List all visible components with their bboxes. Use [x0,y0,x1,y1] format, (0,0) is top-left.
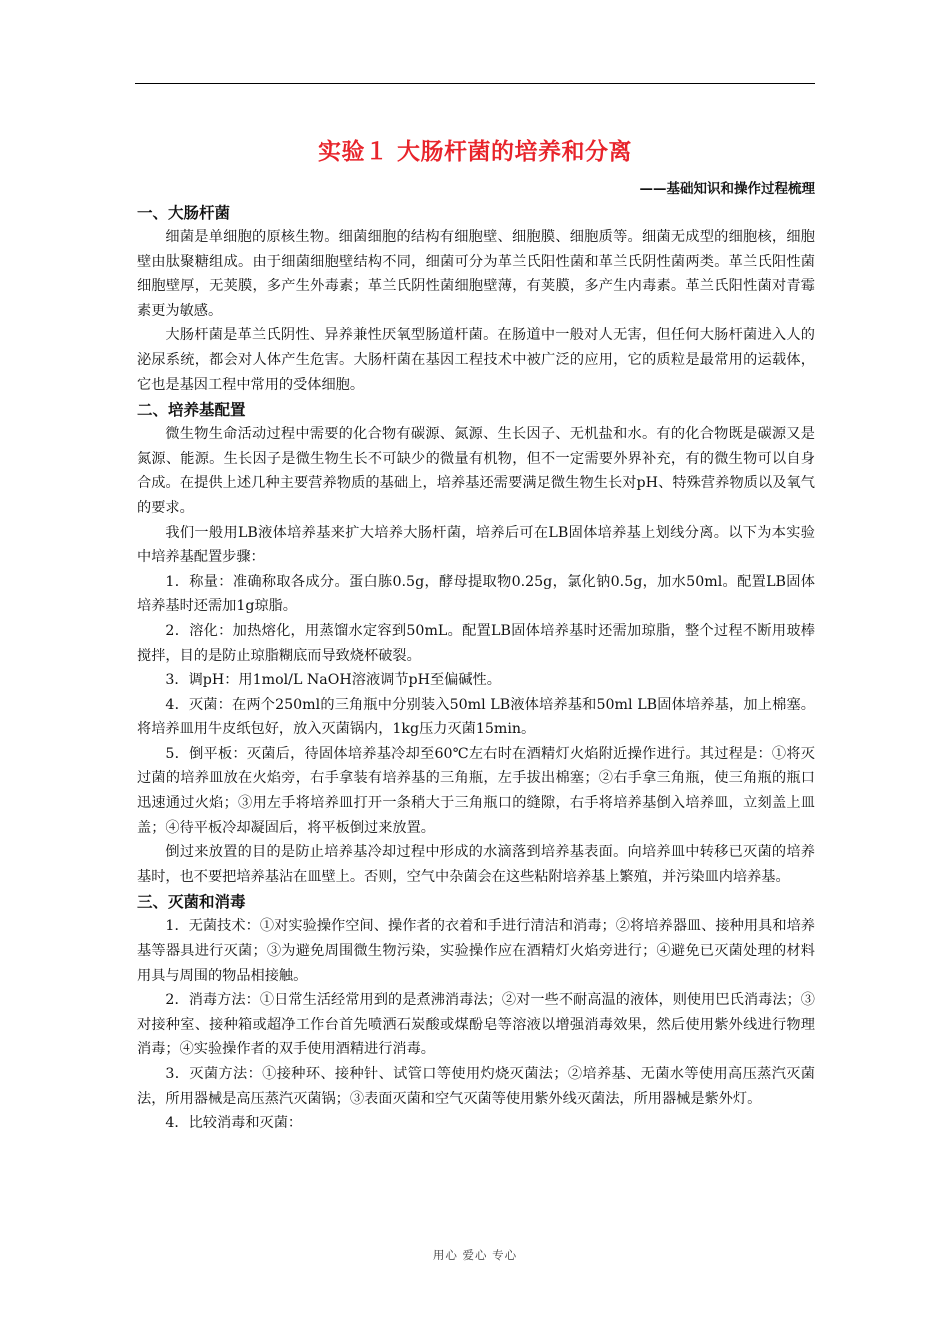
step-item: 1．无菌技术：①对实验操作空间、操作者的衣着和手进行清洁和消毒；②将培养器皿、接种用具和培养基等器具进行灭菌；③为避免周围微生物污染，实验操作应在酒精灯火焰旁进行；④避免已灭菌处理的材料用具与周围的物品相接触。 [137,918,815,984]
step-item: 5．倒平板：灭菌后，待固体培养基冷却至60℃左右时在酒精灯火焰附近操作进行。其过程是：①将灭过菌的培养皿放在火焰旁，右手拿装有培养基的三角瓶，左手拔出棉塞；②右手拿三角瓶，使三角瓶的瓶口迅速通过火焰；③用左手将培养皿打开一条稍大于三角瓶口的缝隙，右手将培养基倒入培养皿，立刻盖上皿盖；④待平板冷却凝固后，将平板倒过来放置。 [137,745,815,836]
step-item: 3．调pH：用1mol/L NaOH溶液调节pH至偏碱性。 [165,672,501,689]
section-heading-medium: 二、培养基配置 [137,401,246,420]
paragraph: 倒过来放置的目的是防止培养基冷却过程中形成的水滴落到培养基表面。向培养皿中转移已灭菌的培养基时，也不要把培养基沾在皿壁上。否则，空气中杂菌会在这些粘附培养基上繁殖，并污染皿内培养基。 [137,844,815,885]
step-item: 3．灭菌方法：①接种环、接种针、试管口等使用灼烧灭菌法；②培养基、无菌水等使用高压蒸汽灭菌法，所用器械是高压蒸汽灭菌锅；③表面灭菌和空气灭菌等使用紫外线灭菌法，所用器械是紫外灯。 [137,1066,815,1107]
paragraph: 细菌是单细胞的原核生物。细菌细胞的结构有细胞壁、细胞膜、细胞质等。细菌无成型的细胞核，细胞壁由肽聚糖组成。由于细菌细胞壁结构不同，细菌可分为革兰氏阳性菌和革兰氏阴性菌两类。革兰氏阳性菌细胞壁厚，无荚膜，多产生外毒素；革兰氏阴性菌细胞壁薄，有荚膜，多产生内毒素。革兰氏阳性菌对青霉素更为敏感。 [137,229,815,319]
document-title: 实验１ 大肠杆菌的培养和分离 [317,139,632,165]
step-item: 4．比较消毒和灭菌： [165,1115,303,1132]
section-heading-sterilization: 三、灭菌和消毒 [137,893,246,912]
section-heading-ecoli: 一、大肠杆菌 [137,204,231,222]
paragraph: 我们一般用LB液体培养基来扩大培养大肠杆菌，培养后可在LB固体培养基上划线分离。以下为本实验中培养基配置步骤： [137,524,815,566]
step-item: 4．灭菌：在两个250ml的三角瓶中分别装入50ml LB液体培养基和50ml LB固体培养基，加上棉塞。将培养皿用牛皮纸包好，放入灭菌锅内，1kg压力灭菌15min。 [137,696,815,738]
document-subtitle: ——基础知识和操作过程梳理 [639,181,815,197]
document-body [137,200,815,1136]
header-rule [135,83,815,84]
step-item: 2．溶化：加热熔化，用蒸馏水定容到50mL。配置LB固体培养基时还需加琼脂，整个过程不断用玻棒搅拌，目的是防止琼脂糊底而导致烧杯破裂。 [137,622,815,664]
step-item: 2．消毒方法：①日常生活经常用到的是煮沸消毒法；②对一些不耐高温的液体，则使用巴氏消毒法；③对接种室、接种箱或超净工作台首先喷洒石炭酸或煤酚皂等溶液以增强消毒效果，然后使用紫外线进行物理消毒；④实验操作者的双手使用酒精进行消毒。 [137,992,815,1058]
paragraph: 微生物生命活动过程中需要的化合物有碳源、氮源、生长因子、无机盐和水。有的化合物既是碳源又是氮源、能源。生长因子是微生物生长不可缺少的微量有机物，但不一定需要外界补充，有的微生物可以自身合成。在提供上述几种主要营养物质的基础上，培养基还需要满足微生物生长对pH、特殊营养物质以及氧气的要求。 [137,426,815,516]
page-footer: 用心 爱心 专心 [432,1248,518,1262]
paragraph: 大肠杆菌是革兰氏阴性、异养兼性厌氧型肠道杆菌。在肠道中一般对人无害，但任何大肠杆菌进入人的泌尿系统，都会对人体产生危害。大肠杆菌在基因工程技术中被广泛的应用，它的质粒是最常用的运载体，它也是基因工程中常用的受体细胞。 [137,327,815,393]
step-item: 1．称量：准确称取各成分。蛋白胨0.5g，酵母提取物0.25g，氯化钠0.5g，加水50ml。配置LB固体培养基时还需加1g琼脂。 [137,573,815,615]
